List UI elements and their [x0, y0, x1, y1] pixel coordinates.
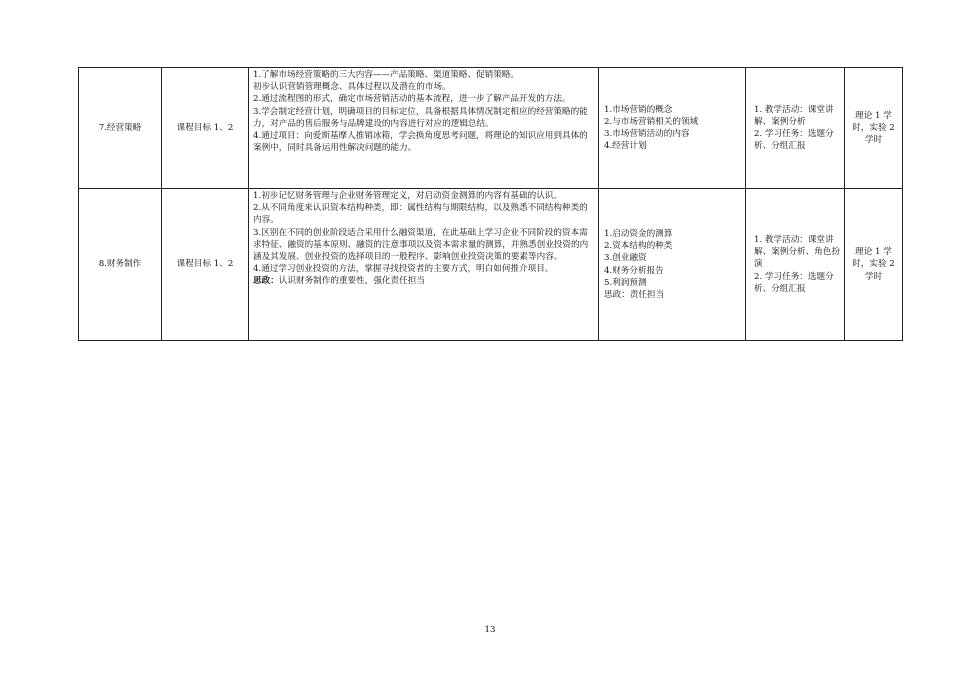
key-point: 4.经营计划: [604, 141, 647, 152]
key-point: 1.启动资金的测算: [604, 228, 673, 239]
ideology-label: 思政：: [253, 276, 279, 287]
goal-cell: 课程目标 1、2: [162, 189, 249, 341]
method-item: 1. 教学活动：课堂讲解、案例分析、角色扮演: [754, 234, 840, 270]
ideology-text: 认识财务制作的重要性，强化责任担当: [278, 276, 425, 287]
key-points-cell: [599, 68, 746, 189]
content-line: 2.通过流程图的形式，确定市场营销活动的基本流程，进一步了解产品开发的方法。: [253, 94, 571, 105]
method-item: 2. 学习任务：选题分析、分组汇报: [754, 129, 834, 152]
content-line: 3.区别在不同的创业阶段适合采用什么融资渠道，在此基础上学习企业不同阶段的资本需求特征、融资的基本原则、融资的注意事项以及资本需求量的测算，并熟悉创业投资的内涵及其发展、创业投资的选择项目的一般程序、影响创业投资决策的要素等内容。: [253, 227, 589, 263]
content-cell: [249, 189, 599, 341]
key-point: 5.利润预测: [604, 277, 647, 288]
key-point: 2.资本结构的种类: [604, 241, 673, 252]
method-item: 1. 教学活动：课堂讲解、案例分析: [754, 104, 834, 127]
ideology-line: [253, 275, 594, 287]
content-line: 3.学会制定经营计划，明确项目的目标定位，具备根据具体情况制定相应的经营策略的能力，对产品的售后服务与品牌建设的内容进行对应的逻辑总结。: [253, 106, 588, 129]
topic-cell: 8.财务制作: [79, 189, 162, 341]
page-number: 13: [484, 625, 496, 635]
key-point: 3.创业融资: [604, 253, 647, 264]
key-points-cell: [599, 189, 746, 341]
content-line: 4.通过学习创业投资的方法，掌握寻找投资者的主要方式，明白如何推介项目。: [253, 264, 554, 275]
content-line: 2.从不同角度来认识资本结构种类，即：属性结构与期限结构，以及熟悉不同结构种类的内容。: [253, 203, 588, 226]
hours-cell: 理论 1 学时，实验 2 学时: [845, 68, 903, 189]
key-point: 3.市场营销活动的内容: [604, 129, 690, 139]
content-line: 1.了解市场经营策略的三大内容——产品策略、渠道策略、促销策略。: [253, 70, 520, 80]
method-item: 2. 学习任务：选题分析、分组汇报: [754, 271, 834, 294]
method-cell: [746, 189, 845, 341]
goal-cell: 课程目标 1、2: [162, 68, 249, 189]
key-point: 4.财务分析报告: [604, 265, 664, 276]
syllabus-table: [78, 67, 903, 341]
content-line: 4.通过项目：向爱斯基摩人推销冰箱，学会换角度思考问题，将理论的知识应用到具体的案例中，同时具备运用性解决问题的能力。: [253, 131, 588, 154]
key-point: 思政：责任担当: [604, 289, 665, 300]
topic-cell: 7.经营策略: [79, 68, 162, 189]
content-line: 1.初步记忆财务管理与企业财务管理定义，对启动资金测算的内容有基础的认识。: [253, 191, 562, 201]
table-row: [79, 68, 903, 189]
key-point: 1.市场营销的概念: [604, 104, 673, 115]
table-row: [79, 189, 903, 341]
key-point: 2.与市场营销相关的领域: [604, 116, 699, 127]
content-cell: [249, 68, 599, 189]
content-line: 初步认识营销管理概念、具体过程以及潜在的市场。: [253, 82, 451, 93]
method-cell: [746, 68, 845, 189]
hours-cell: 理论 1 学时，实验 2 学时: [845, 189, 903, 341]
